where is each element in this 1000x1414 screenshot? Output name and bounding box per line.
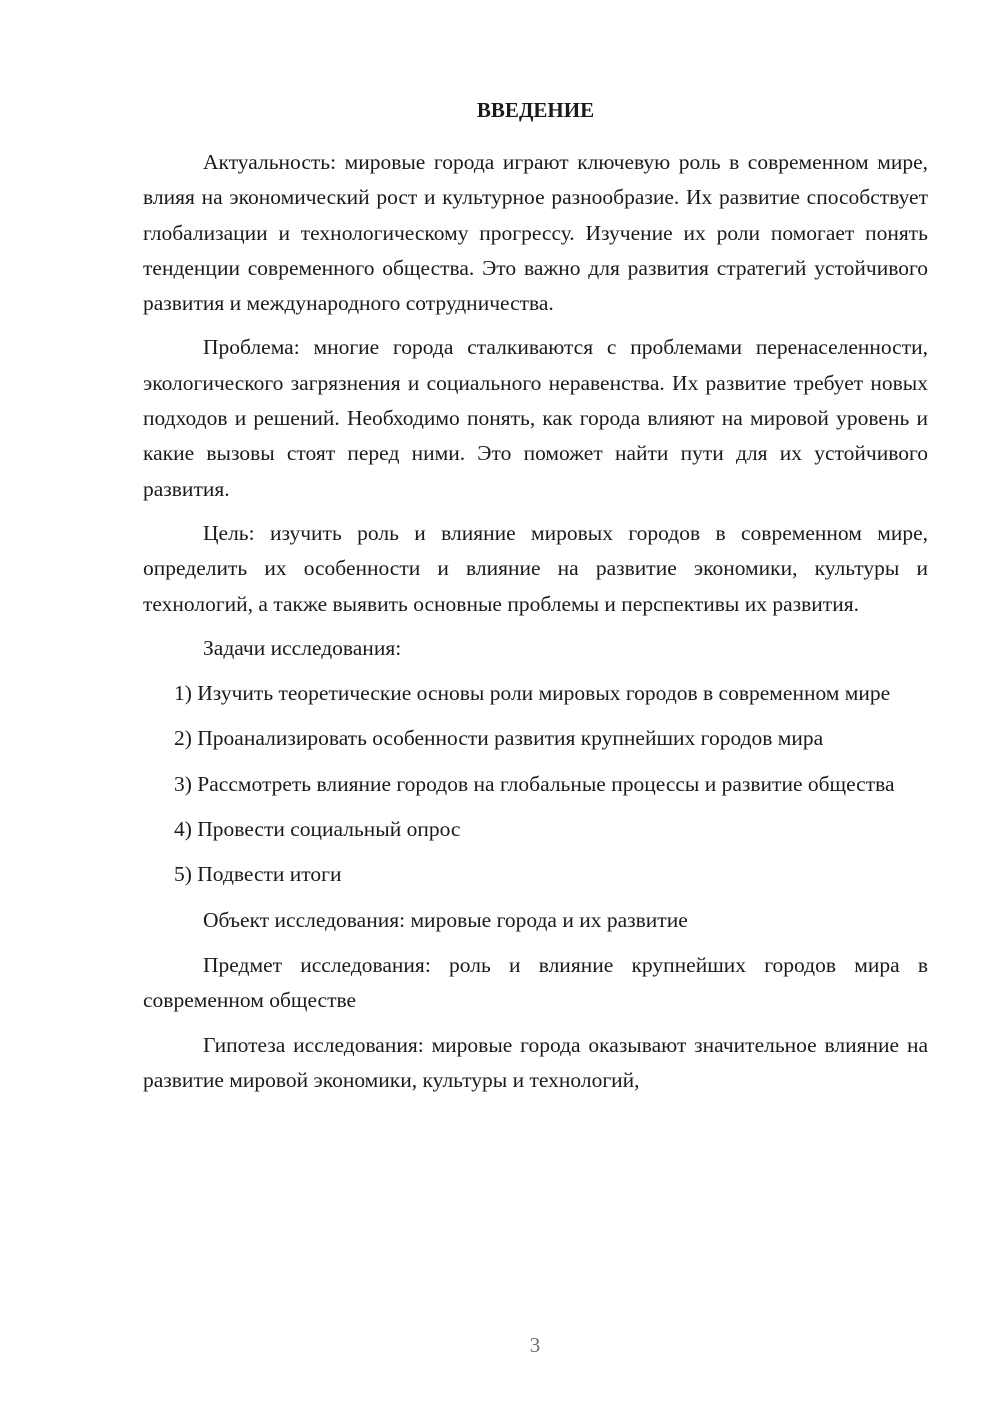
section-heading: ВВЕДЕНИЕ — [476, 98, 595, 122]
document-page — [143, 92, 928, 1098]
tasks-title: Задачи исследования: — [203, 635, 402, 660]
paragraph-object: Объект исследования: мировые города и их развитие — [203, 907, 688, 932]
page-number: 3 — [529, 1333, 541, 1357]
task-item-1: 1) Изучить теоретические основы роли мировых городов в современном мире — [174, 681, 891, 706]
paragraph-subject: Предмет исследования: роль и влияние крупнейших городов мира в современном обществе — [143, 952, 928, 1013]
paragraph-hypothesis: Гипотеза исследования: мировые города оказывают значительное влияние на развитие мировой экономики, культуры и технологий, — [143, 1032, 928, 1092]
task-item-5: 5) Подвести итоги — [174, 862, 342, 887]
task-item-2: 2) Проанализировать особенности развития крупнейших городов мира — [174, 726, 824, 751]
paragraph-goal: Цель: изучить роль и влияние мировых городов в современном мире, определить их особенности и влияние на развитие экономики, культуры и технологий, а также выявить основные проблемы и перспективы их развития. — [143, 520, 928, 616]
paragraph-problem: Проблема: многие города сталкиваются с проблемами перенаселенности, экологического загрязнения и социального неравенства. Их развитие требует новых подходов и решений. Необходимо понять, как города влияют на мировой уровень и какие вызовы стоят перед ними. Это поможет найти пути для их устойчивого развития. — [143, 335, 928, 501]
paragraph-relevance: Актуальность: мировые города играют ключевую роль в современном мире, влияя на экономический рост и культурное разнообразие. Их развитие способствует глобализации и технологическому прогрессу. Изучение их роли помогает понять тенденции современного общества. Это важно для развития стратегий устойчивого развития и международного сотрудничества. — [143, 150, 928, 316]
task-item-3: 3) Рассмотреть влияние городов на глобальные процессы и развитие общества — [174, 771, 895, 796]
task-item-4: 4) Провести социальный опрос — [174, 817, 461, 842]
